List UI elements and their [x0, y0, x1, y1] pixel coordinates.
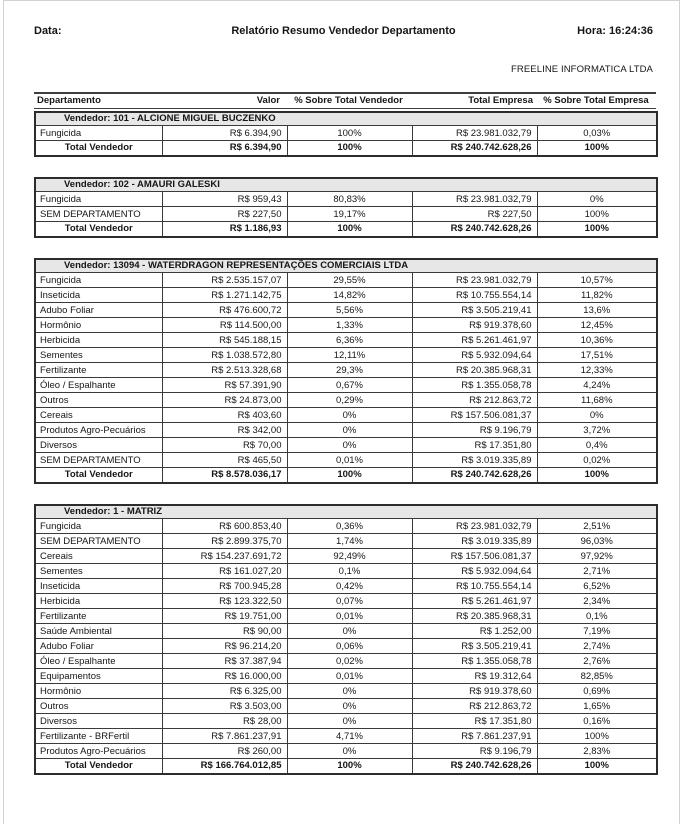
- pct-empresa-cell: 2,51%: [537, 519, 657, 534]
- total-empresa-cell: R$ 3.505.219,41: [412, 303, 537, 318]
- valor-cell: R$ 57.391,90: [162, 378, 287, 393]
- total-empresa-cell: R$ 1.252,00: [412, 624, 537, 639]
- total-empresa-cell: R$ 3.505.219,41: [412, 639, 537, 654]
- valor-cell: R$ 123.322,50: [162, 594, 287, 609]
- department-cell: Outros: [35, 393, 162, 408]
- total-pct-vendedor-cell: 100%: [287, 468, 412, 483]
- company-name: FREELINE INFORMATICA LTDA: [510, 64, 653, 75]
- pct-empresa-cell: 0%: [537, 192, 657, 207]
- pct-empresa-cell: 6,52%: [537, 579, 657, 594]
- column-header-total-empresa: Total Empresa: [468, 95, 533, 107]
- vendor-label: Vendedor: 101 - ALCIONE MIGUEL BUCZENKO: [35, 112, 657, 126]
- total-total-empresa-cell: R$ 240.742.628,26: [412, 141, 537, 156]
- department-row: [35, 273, 657, 288]
- valor-cell: R$ 545.188,15: [162, 333, 287, 348]
- pct-vendedor-cell: 0,02%: [287, 654, 412, 669]
- department-cell: Sementes: [35, 348, 162, 363]
- total-department-cell: Total Vendedor: [35, 222, 162, 237]
- total-vendedor-row: [35, 141, 657, 156]
- pct-vendedor-cell: 0%: [287, 699, 412, 714]
- department-cell: Óleo / Espalhante: [35, 378, 162, 393]
- department-row: [35, 624, 657, 639]
- department-row: [35, 594, 657, 609]
- department-row: [35, 534, 657, 549]
- total-empresa-cell: R$ 212.863,72: [412, 393, 537, 408]
- total-vendedor-row: [35, 468, 657, 483]
- pct-vendedor-cell: 0,36%: [287, 519, 412, 534]
- pct-empresa-cell: 2,83%: [537, 744, 657, 759]
- vendor-header-row: [35, 178, 657, 192]
- department-cell: Sementes: [35, 564, 162, 579]
- department-cell: Herbicida: [35, 594, 162, 609]
- total-empresa-cell: R$ 9.196,79: [412, 423, 537, 438]
- valor-cell: R$ 114.500,00: [162, 318, 287, 333]
- vendor-label: Vendedor: 1 - MATRIZ: [35, 505, 657, 519]
- total-pct-empresa-cell: 100%: [537, 468, 657, 483]
- valor-cell: R$ 37.387,94: [162, 654, 287, 669]
- department-row: [35, 609, 657, 624]
- valor-cell: R$ 161.027,20: [162, 564, 287, 579]
- pct-vendedor-cell: 4,71%: [287, 729, 412, 744]
- total-empresa-cell: R$ 23.981.032,79: [412, 273, 537, 288]
- pct-vendedor-cell: 29,3%: [287, 363, 412, 378]
- valor-cell: R$ 1.038.572,80: [162, 348, 287, 363]
- department-row: [35, 684, 657, 699]
- valor-cell: R$ 6.325,00: [162, 684, 287, 699]
- pct-vendedor-cell: 100%: [287, 126, 412, 141]
- pct-vendedor-cell: 0%: [287, 423, 412, 438]
- pct-empresa-cell: 4,24%: [537, 378, 657, 393]
- pct-empresa-cell: 11,68%: [537, 393, 657, 408]
- department-row: [35, 192, 657, 207]
- pct-vendedor-cell: 12,11%: [287, 348, 412, 363]
- total-pct-empresa-cell: 100%: [537, 141, 657, 156]
- pct-vendedor-cell: 0,01%: [287, 669, 412, 684]
- total-pct-vendedor-cell: 100%: [287, 759, 412, 774]
- department-row: [35, 519, 657, 534]
- vendor-header-row: [35, 259, 657, 273]
- total-vendedor-row: [35, 759, 657, 774]
- department-row: [35, 714, 657, 729]
- column-header-pct-vendedor: % Sobre Total Vendedor: [294, 95, 403, 107]
- valor-cell: R$ 2.899.375,70: [162, 534, 287, 549]
- department-cell: Fertilizante: [35, 609, 162, 624]
- total-department-cell: Total Vendedor: [35, 759, 162, 774]
- department-row: [35, 669, 657, 684]
- pct-vendedor-cell: 80,83%: [287, 192, 412, 207]
- department-cell: SEM DEPARTAMENTO: [35, 207, 162, 222]
- department-cell: SEM DEPARTAMENTO: [35, 534, 162, 549]
- department-row: [35, 564, 657, 579]
- pct-vendedor-cell: 0%: [287, 438, 412, 453]
- vendor-block: [34, 504, 658, 775]
- department-cell: Fungicida: [35, 192, 162, 207]
- department-row: [35, 378, 657, 393]
- valor-cell: R$ 1.271.142,75: [162, 288, 287, 303]
- department-cell: Fungicida: [35, 519, 162, 534]
- valor-cell: R$ 227,50: [162, 207, 287, 222]
- valor-cell: R$ 6.394,90: [162, 126, 287, 141]
- department-row: [35, 126, 657, 141]
- department-row: [35, 453, 657, 468]
- pct-vendedor-cell: 0,07%: [287, 594, 412, 609]
- total-total-empresa-cell: R$ 240.742.628,26: [412, 222, 537, 237]
- column-header-row: [34, 92, 656, 109]
- total-empresa-cell: R$ 919.378,60: [412, 318, 537, 333]
- pct-empresa-cell: 12,33%: [537, 363, 657, 378]
- total-empresa-cell: R$ 157.506.081,37: [412, 408, 537, 423]
- pct-empresa-cell: 12,45%: [537, 318, 657, 333]
- total-empresa-cell: R$ 23.981.032,79: [412, 126, 537, 141]
- department-row: [35, 549, 657, 564]
- pct-empresa-cell: 13,6%: [537, 303, 657, 318]
- total-pct-empresa-cell: 100%: [537, 222, 657, 237]
- pct-vendedor-cell: 1,74%: [287, 534, 412, 549]
- department-row: [35, 579, 657, 594]
- valor-cell: R$ 2.535.157,07: [162, 273, 287, 288]
- total-empresa-cell: R$ 10.755.554,14: [412, 288, 537, 303]
- total-empresa-cell: R$ 20.385.968,31: [412, 609, 537, 624]
- pct-empresa-cell: 0,02%: [537, 453, 657, 468]
- total-empresa-cell: R$ 23.981.032,79: [412, 519, 537, 534]
- valor-cell: R$ 260,00: [162, 744, 287, 759]
- column-header-departamento: Departamento: [37, 95, 101, 107]
- vendor-header-row: [35, 505, 657, 519]
- department-cell: Fungicida: [35, 273, 162, 288]
- column-header-pct-empresa: % Sobre Total Empresa: [543, 95, 649, 107]
- pct-vendedor-cell: 0,06%: [287, 639, 412, 654]
- total-empresa-cell: R$ 19.312,64: [412, 669, 537, 684]
- valor-cell: R$ 403,60: [162, 408, 287, 423]
- vendor-label: Vendedor: 102 - AMAURI GALESKI: [35, 178, 657, 192]
- department-row: [35, 699, 657, 714]
- department-row: [35, 438, 657, 453]
- total-empresa-cell: R$ 5.261.461,97: [412, 594, 537, 609]
- valor-cell: R$ 465,50: [162, 453, 287, 468]
- department-row: [35, 654, 657, 669]
- pct-empresa-cell: 2,34%: [537, 594, 657, 609]
- total-empresa-cell: R$ 17.351,80: [412, 438, 537, 453]
- department-row: [35, 423, 657, 438]
- department-cell: Diversos: [35, 438, 162, 453]
- department-cell: Inseticida: [35, 288, 162, 303]
- department-row: [35, 744, 657, 759]
- total-empresa-cell: R$ 919.378,60: [412, 684, 537, 699]
- department-cell: Hormônio: [35, 684, 162, 699]
- total-empresa-cell: R$ 227,50: [412, 207, 537, 222]
- pct-empresa-cell: 0%: [537, 408, 657, 423]
- pct-vendedor-cell: 0,42%: [287, 579, 412, 594]
- total-empresa-cell: R$ 10.755.554,14: [412, 579, 537, 594]
- valor-cell: R$ 476.600,72: [162, 303, 287, 318]
- valor-cell: R$ 342,00: [162, 423, 287, 438]
- pct-empresa-cell: 7,19%: [537, 624, 657, 639]
- department-cell: Cereais: [35, 408, 162, 423]
- valor-cell: R$ 28,00: [162, 714, 287, 729]
- total-empresa-cell: R$ 3.019.335,89: [412, 534, 537, 549]
- department-cell: Inseticida: [35, 579, 162, 594]
- pct-vendedor-cell: 6,36%: [287, 333, 412, 348]
- department-row: [35, 729, 657, 744]
- pct-empresa-cell: 96,03%: [537, 534, 657, 549]
- department-cell: Outros: [35, 699, 162, 714]
- pct-empresa-cell: 10,36%: [537, 333, 657, 348]
- page-title: Relatório Resumo Vendedor Departamento: [231, 25, 456, 37]
- valor-cell: R$ 19.751,00: [162, 609, 287, 624]
- department-row: [35, 288, 657, 303]
- pct-vendedor-cell: 29,55%: [287, 273, 412, 288]
- total-empresa-cell: R$ 23.981.032,79: [412, 192, 537, 207]
- department-row: [35, 303, 657, 318]
- vendor-label: Vendedor: 13094 - WATERDRAGON REPRESENTAÇÕES COMERCIAIS LTDA: [35, 259, 657, 273]
- pct-empresa-cell: 0,4%: [537, 438, 657, 453]
- department-row: [35, 408, 657, 423]
- pct-vendedor-cell: 1,33%: [287, 318, 412, 333]
- pct-empresa-cell: 17,51%: [537, 348, 657, 363]
- report-header: [34, 1, 653, 37]
- total-empresa-cell: R$ 1.355.058,78: [412, 378, 537, 393]
- total-total-empresa-cell: R$ 240.742.628,26: [412, 468, 537, 483]
- valor-cell: R$ 154.237.691,72: [162, 549, 287, 564]
- pct-vendedor-cell: 19,17%: [287, 207, 412, 222]
- pct-empresa-cell: 0,16%: [537, 714, 657, 729]
- total-valor-cell: R$ 8.578.036,17: [162, 468, 287, 483]
- department-cell: Equipamentos: [35, 669, 162, 684]
- department-cell: Cereais: [35, 549, 162, 564]
- total-empresa-cell: R$ 3.019.335,89: [412, 453, 537, 468]
- total-empresa-cell: R$ 5.932.094,64: [412, 564, 537, 579]
- department-row: [35, 333, 657, 348]
- department-cell: Óleo / Espalhante: [35, 654, 162, 669]
- pct-vendedor-cell: 0%: [287, 684, 412, 699]
- vendor-block: [34, 177, 658, 238]
- valor-cell: R$ 7.861.237,91: [162, 729, 287, 744]
- department-cell: Adubo Foliar: [35, 639, 162, 654]
- department-row: [35, 393, 657, 408]
- pct-empresa-cell: 0,03%: [537, 126, 657, 141]
- pct-empresa-cell: 97,92%: [537, 549, 657, 564]
- total-valor-cell: R$ 166.764.012,85: [162, 759, 287, 774]
- vendor-block: [34, 111, 658, 157]
- vendor-header-row: [35, 112, 657, 126]
- report-page: [3, 0, 680, 824]
- department-row: [35, 639, 657, 654]
- total-pct-vendedor-cell: 100%: [287, 141, 412, 156]
- total-empresa-cell: R$ 7.861.237,91: [412, 729, 537, 744]
- department-cell: Produtos Agro-Pecuários: [35, 423, 162, 438]
- pct-vendedor-cell: 0%: [287, 408, 412, 423]
- valor-cell: R$ 96.214,20: [162, 639, 287, 654]
- pct-empresa-cell: 10,57%: [537, 273, 657, 288]
- date-label: Data:: [34, 25, 62, 37]
- pct-vendedor-cell: 14,82%: [287, 288, 412, 303]
- department-cell: Hormônio: [35, 318, 162, 333]
- department-cell: Fungicida: [35, 126, 162, 141]
- total-department-cell: Total Vendedor: [35, 468, 162, 483]
- total-empresa-cell: R$ 5.932.094,64: [412, 348, 537, 363]
- pct-vendedor-cell: 0,01%: [287, 609, 412, 624]
- pct-vendedor-cell: 0%: [287, 744, 412, 759]
- department-cell: SEM DEPARTAMENTO: [35, 453, 162, 468]
- department-cell: Diversos: [35, 714, 162, 729]
- time-label: Hora: 16:24:36: [577, 25, 653, 37]
- pct-empresa-cell: 2,76%: [537, 654, 657, 669]
- valor-cell: R$ 3.503,00: [162, 699, 287, 714]
- total-valor-cell: R$ 6.394,90: [162, 141, 287, 156]
- total-vendedor-row: [35, 222, 657, 237]
- pct-vendedor-cell: 0%: [287, 714, 412, 729]
- total-pct-empresa-cell: 100%: [537, 759, 657, 774]
- pct-vendedor-cell: 0,67%: [287, 378, 412, 393]
- total-empresa-cell: R$ 1.355.058,78: [412, 654, 537, 669]
- pct-empresa-cell: 82,85%: [537, 669, 657, 684]
- total-empresa-cell: R$ 212.863,72: [412, 699, 537, 714]
- total-empresa-cell: R$ 157.506.081,37: [412, 549, 537, 564]
- valor-cell: R$ 90,00: [162, 624, 287, 639]
- department-cell: Produtos Agro-Pecuários: [35, 744, 162, 759]
- department-row: [35, 207, 657, 222]
- department-row: [35, 363, 657, 378]
- total-empresa-cell: R$ 9.196,79: [412, 744, 537, 759]
- vendor-blocks: [34, 111, 653, 775]
- pct-vendedor-cell: 0,1%: [287, 564, 412, 579]
- department-cell: Saúde Ambiental: [35, 624, 162, 639]
- pct-empresa-cell: 3,72%: [537, 423, 657, 438]
- pct-empresa-cell: 0,1%: [537, 609, 657, 624]
- total-pct-vendedor-cell: 100%: [287, 222, 412, 237]
- pct-vendedor-cell: 0,29%: [287, 393, 412, 408]
- valor-cell: R$ 16.000,00: [162, 669, 287, 684]
- department-cell: Fertilizante - BRFertil: [35, 729, 162, 744]
- total-department-cell: Total Vendedor: [35, 141, 162, 156]
- pct-vendedor-cell: 0,01%: [287, 453, 412, 468]
- report-body: [34, 1, 653, 775]
- department-cell: Adubo Foliar: [35, 303, 162, 318]
- total-empresa-cell: R$ 5.261.461,97: [412, 333, 537, 348]
- pct-empresa-cell: 1,65%: [537, 699, 657, 714]
- valor-cell: R$ 2.513.328,68: [162, 363, 287, 378]
- total-total-empresa-cell: R$ 240.742.628,26: [412, 759, 537, 774]
- valor-cell: R$ 959,43: [162, 192, 287, 207]
- column-header-valor: Valor: [256, 95, 280, 107]
- valor-cell: R$ 70,00: [162, 438, 287, 453]
- pct-empresa-cell: 100%: [537, 207, 657, 222]
- total-valor-cell: R$ 1.186,93: [162, 222, 287, 237]
- department-row: [35, 318, 657, 333]
- pct-empresa-cell: 11,82%: [537, 288, 657, 303]
- total-empresa-cell: R$ 20.385.968,31: [412, 363, 537, 378]
- pct-vendedor-cell: 0%: [287, 624, 412, 639]
- valor-cell: R$ 600.853,40: [162, 519, 287, 534]
- pct-vendedor-cell: 92,49%: [287, 549, 412, 564]
- department-row: [35, 348, 657, 363]
- pct-empresa-cell: 0,69%: [537, 684, 657, 699]
- valor-cell: R$ 700.945,28: [162, 579, 287, 594]
- total-empresa-cell: R$ 17.351,80: [412, 714, 537, 729]
- valor-cell: R$ 24.873,00: [162, 393, 287, 408]
- department-cell: Herbicida: [35, 333, 162, 348]
- pct-empresa-cell: 2,74%: [537, 639, 657, 654]
- pct-empresa-cell: 2,71%: [537, 564, 657, 579]
- vendor-block: [34, 258, 658, 484]
- pct-vendedor-cell: 5,56%: [287, 303, 412, 318]
- department-cell: Fertilizante: [35, 363, 162, 378]
- pct-empresa-cell: 100%: [537, 729, 657, 744]
